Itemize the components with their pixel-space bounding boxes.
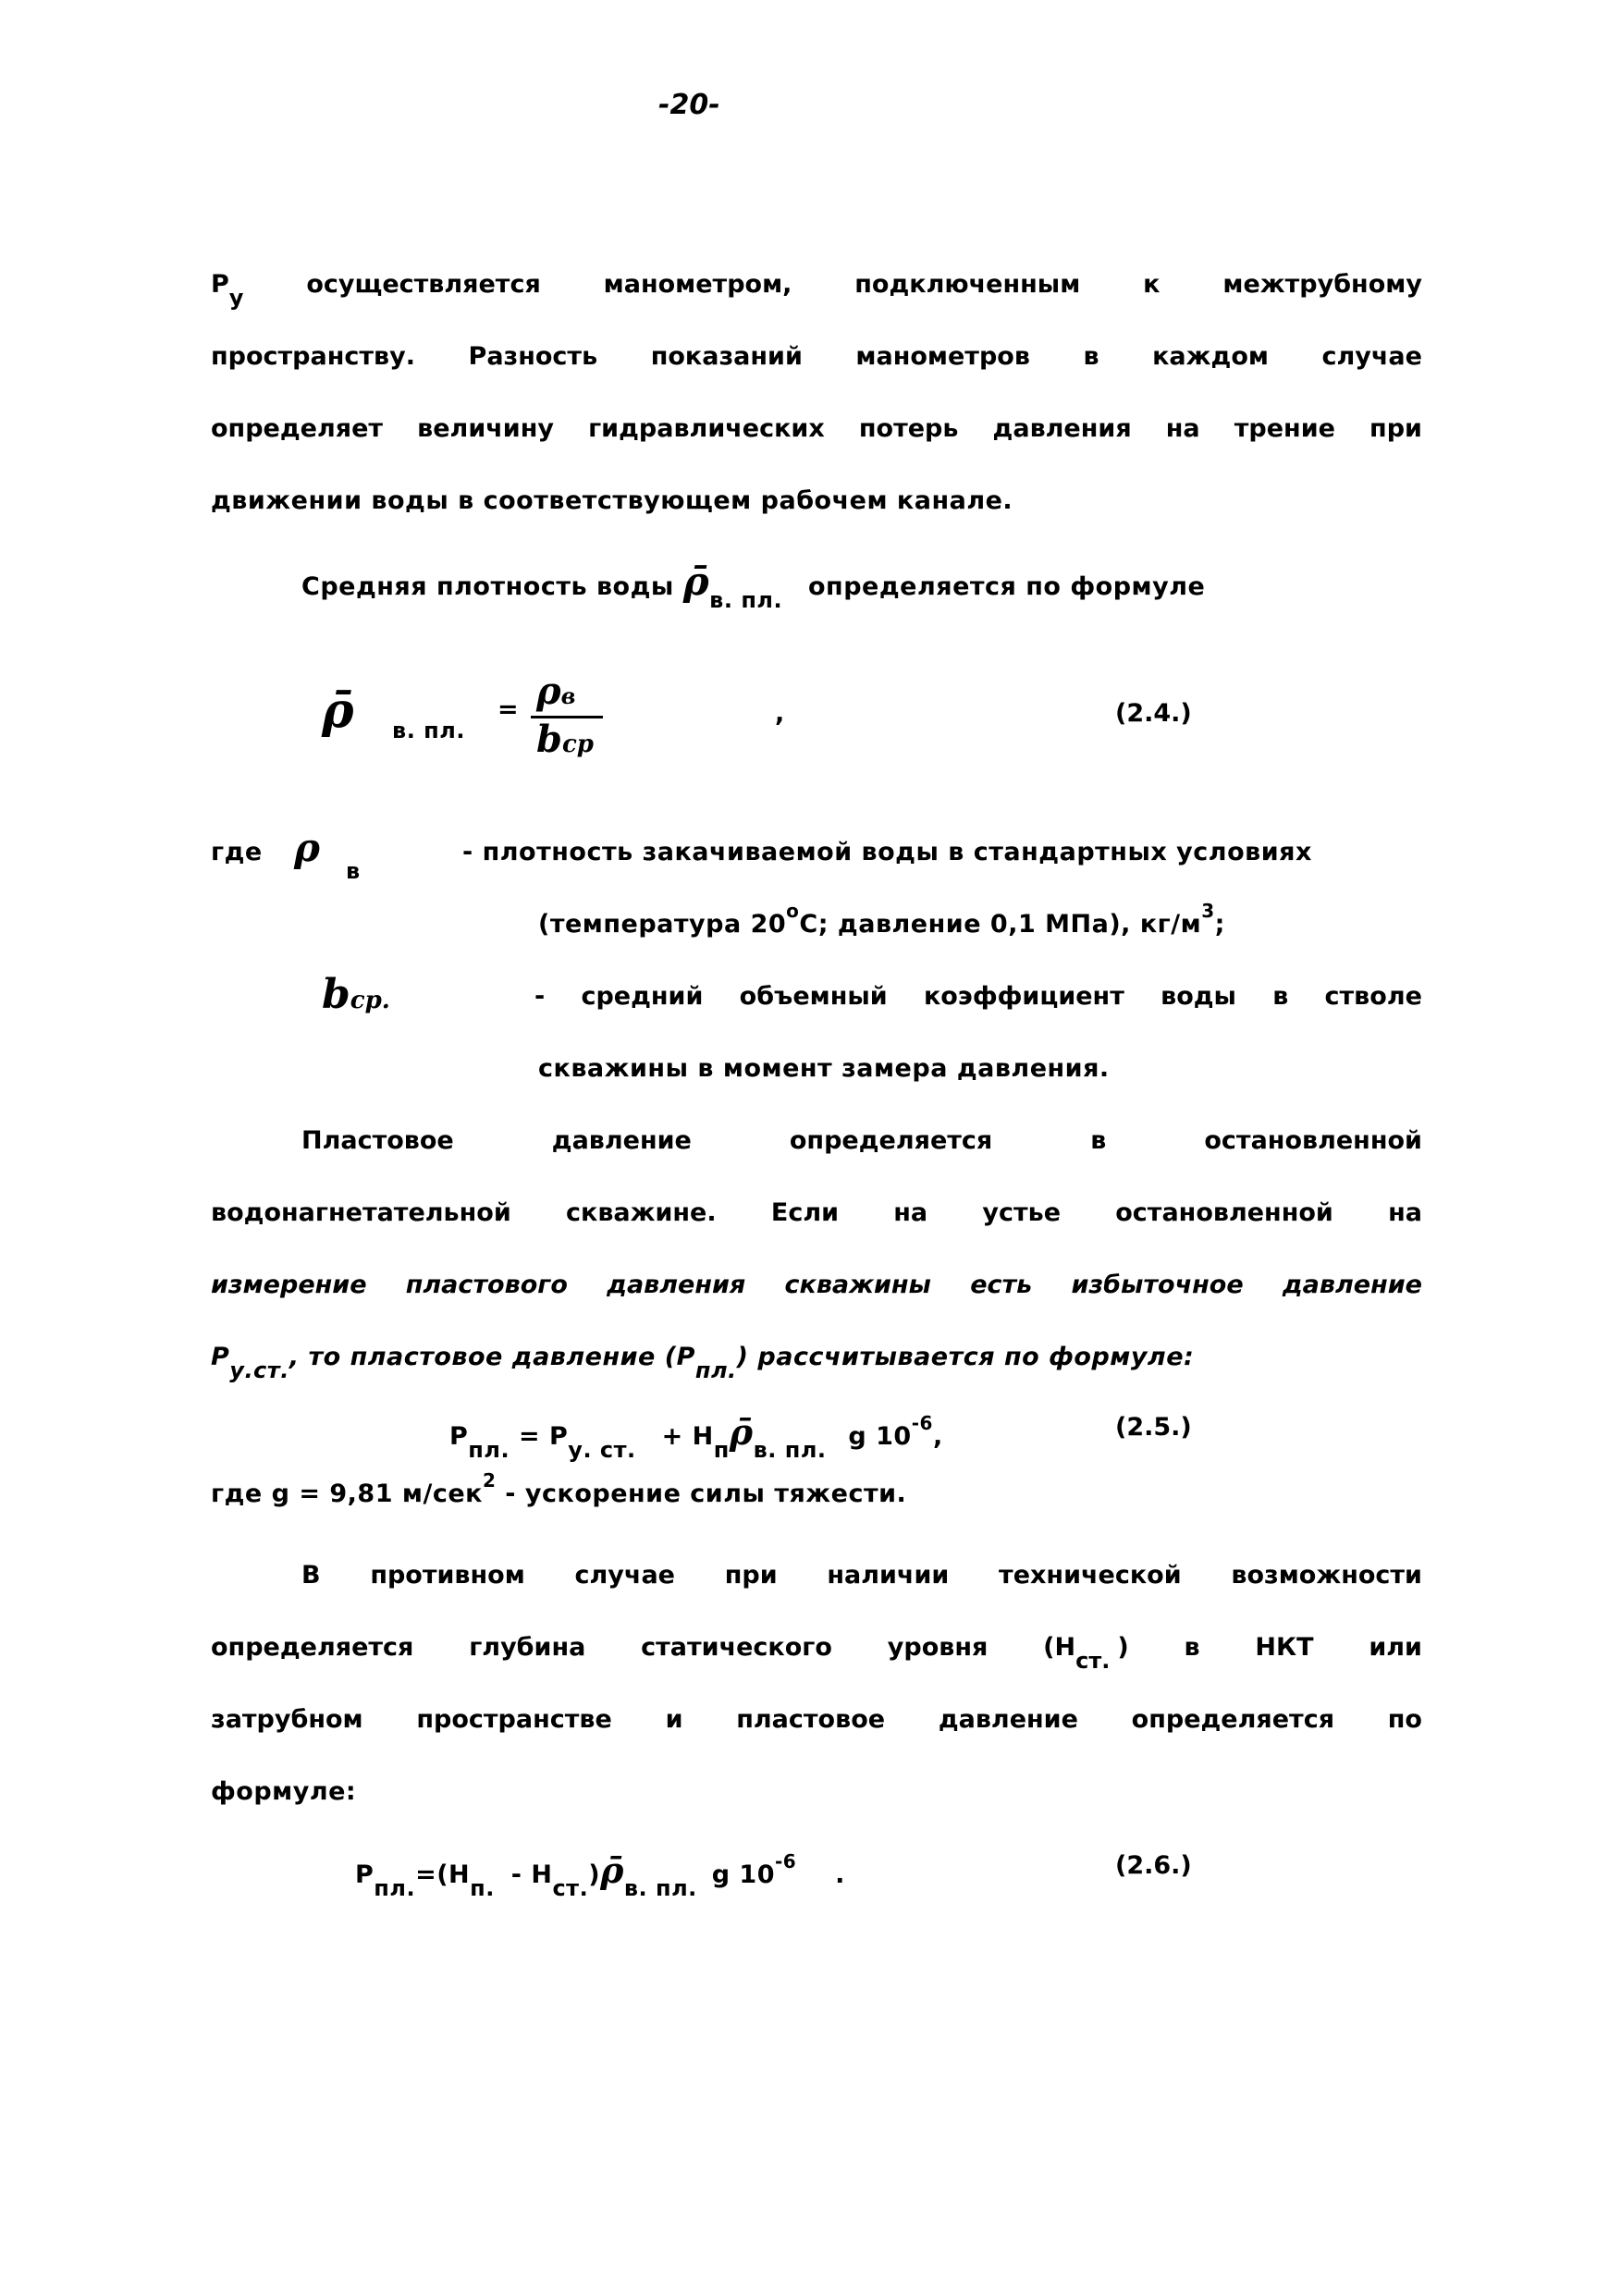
word: избыточное xyxy=(1071,1271,1244,1299)
word: пластовое xyxy=(736,1705,886,1734)
word: скважине. xyxy=(565,1198,717,1227)
word: Пластовое xyxy=(301,1126,454,1155)
word: глубина xyxy=(469,1633,586,1662)
para2-line xyxy=(301,559,1206,613)
word: к xyxy=(1143,270,1160,299)
equals-sign: = xyxy=(497,695,520,724)
word: на xyxy=(1388,1198,1422,1227)
word: наличии xyxy=(827,1561,950,1590)
word: на xyxy=(893,1198,928,1227)
p-y-symbol: Pу xyxy=(211,270,244,311)
para1-line3 xyxy=(211,414,1422,443)
para1-line2 xyxy=(211,342,1422,371)
word: или xyxy=(1369,1633,1422,1662)
word: - xyxy=(534,982,546,1011)
def2-line1 xyxy=(534,982,1422,1011)
word: трение xyxy=(1234,414,1335,443)
lhs-subscript: в. пл. xyxy=(392,718,465,743)
word: средний xyxy=(581,982,704,1011)
word: пластового xyxy=(405,1271,568,1299)
word: остановленной xyxy=(1115,1198,1333,1227)
word: измерение xyxy=(211,1271,367,1299)
gde-g-line: где g = 9,81 м/сек$^2$ - ускорение силы тяжести. xyxy=(211,1469,907,1508)
word: водонагнетательной xyxy=(211,1198,511,1227)
word: показаний xyxy=(650,342,803,371)
para4-line3 xyxy=(211,1705,1422,1734)
formula-2-5: Pпл. = Pу. ст. + Hпρ̄в. пл. g $10^{-6}$, xyxy=(449,1411,943,1463)
word: гидравлических xyxy=(588,414,825,443)
def1-line1: - плотность закачиваемой воды в стандартных условиях xyxy=(462,838,1312,866)
def1-line2: (температура $20^оС$; давление 0,1 МПа), $кг/м^3$; xyxy=(538,900,1225,939)
denominator: bср xyxy=(536,718,594,761)
word: определяется xyxy=(789,1126,993,1155)
word: давление xyxy=(551,1126,692,1155)
word: противном xyxy=(370,1561,525,1590)
para2-text-after: определяется по формуле xyxy=(808,572,1206,601)
word: давление xyxy=(1282,1271,1422,1299)
word: по xyxy=(1387,1705,1422,1734)
equation-number-2-4: (2.4.) xyxy=(1115,699,1192,728)
word: статического xyxy=(641,1633,832,1662)
word: воды xyxy=(1160,982,1236,1011)
equation-number-2-6: (2.6.) xyxy=(1115,1851,1192,1880)
word: возможности xyxy=(1231,1561,1422,1590)
rho-bar-lhs: ρ̄ xyxy=(322,682,354,739)
word: остановленной xyxy=(1204,1126,1422,1155)
formula-2-6: Pпл.=(Hп. - Hст.)ρ̄в. пл. g $10^{-6}$ . xyxy=(355,1849,845,1901)
rho-bar-symbol: ρ̄ xyxy=(600,1849,624,1891)
word: случае xyxy=(574,1561,675,1590)
word: определяет xyxy=(211,414,384,443)
word: есть xyxy=(970,1271,1033,1299)
word: Если xyxy=(770,1198,840,1227)
rho-bar-symbol: ρ̄ xyxy=(682,559,710,604)
rho-bar-symbol: ρ̄ xyxy=(729,1411,754,1453)
word: величину xyxy=(417,414,554,443)
para3-line3 xyxy=(211,1271,1422,1299)
rho-b-subscript: в xyxy=(346,858,361,884)
word: определяется xyxy=(1131,1705,1335,1734)
word: осуществляется xyxy=(306,270,541,299)
para1-line1 xyxy=(211,270,1422,311)
word: подключенным xyxy=(854,270,1081,299)
rho-subscript: в. пл. xyxy=(709,587,783,613)
para3-line4: Pу.ст., то пластовое давление (Pпл.) рассчитывается по формуле: xyxy=(211,1343,1195,1383)
word: в xyxy=(1090,1126,1107,1155)
para4-line1 xyxy=(301,1561,1422,1590)
word: при xyxy=(724,1561,778,1590)
word: Разность xyxy=(468,342,598,371)
para4-line4: формуле: xyxy=(211,1777,357,1806)
para3-line1 xyxy=(301,1126,1422,1155)
word: межтрубному xyxy=(1222,270,1422,299)
b-cp-symbol: bср. xyxy=(322,971,390,1018)
para2-text-before: Средняя плотность воды xyxy=(301,572,674,601)
word: определяется xyxy=(211,1633,414,1662)
word: стволе xyxy=(1324,982,1422,1011)
word: уровня xyxy=(887,1633,989,1662)
word: устье xyxy=(982,1198,1062,1227)
word: в xyxy=(1184,1633,1200,1662)
word: давления xyxy=(607,1271,746,1299)
word: при xyxy=(1369,414,1422,443)
word: в xyxy=(1272,982,1289,1011)
word: в xyxy=(1083,342,1099,371)
word: давления xyxy=(992,414,1132,443)
para4-line2 xyxy=(211,1633,1422,1674)
word: каждом xyxy=(1152,342,1269,371)
gde-label: где xyxy=(211,838,263,866)
word: манометров xyxy=(855,342,1030,371)
numerator: ρв xyxy=(536,669,576,713)
word: В xyxy=(301,1561,321,1590)
formula-comma: , xyxy=(775,699,785,728)
word: технической xyxy=(999,1561,1182,1590)
word: пространстве xyxy=(416,1705,612,1734)
rho-b-symbol: ρ xyxy=(294,825,320,870)
word: и xyxy=(665,1705,683,1734)
word: случае xyxy=(1321,342,1422,371)
def2-line2: скважины в момент замера давления. xyxy=(538,1054,1110,1083)
word: на xyxy=(1165,414,1200,443)
h-st-group: (Hст. ) xyxy=(1043,1633,1129,1674)
word: манометром, xyxy=(603,270,792,299)
page-number: -20- xyxy=(658,89,720,121)
word: скважины xyxy=(784,1271,931,1299)
word: коэффициент xyxy=(923,982,1124,1011)
word: объемный xyxy=(739,982,888,1011)
word: пространству. xyxy=(211,342,415,371)
word: давление xyxy=(938,1705,1078,1734)
word: НКТ xyxy=(1255,1633,1314,1662)
word: потерь xyxy=(858,414,959,443)
word: затрубном xyxy=(211,1705,363,1734)
equation-number-2-5: (2.5.) xyxy=(1115,1413,1192,1442)
para1-line4: движении воды в соответствующем рабочем канале. xyxy=(211,486,1013,515)
para3-line2 xyxy=(211,1198,1422,1227)
